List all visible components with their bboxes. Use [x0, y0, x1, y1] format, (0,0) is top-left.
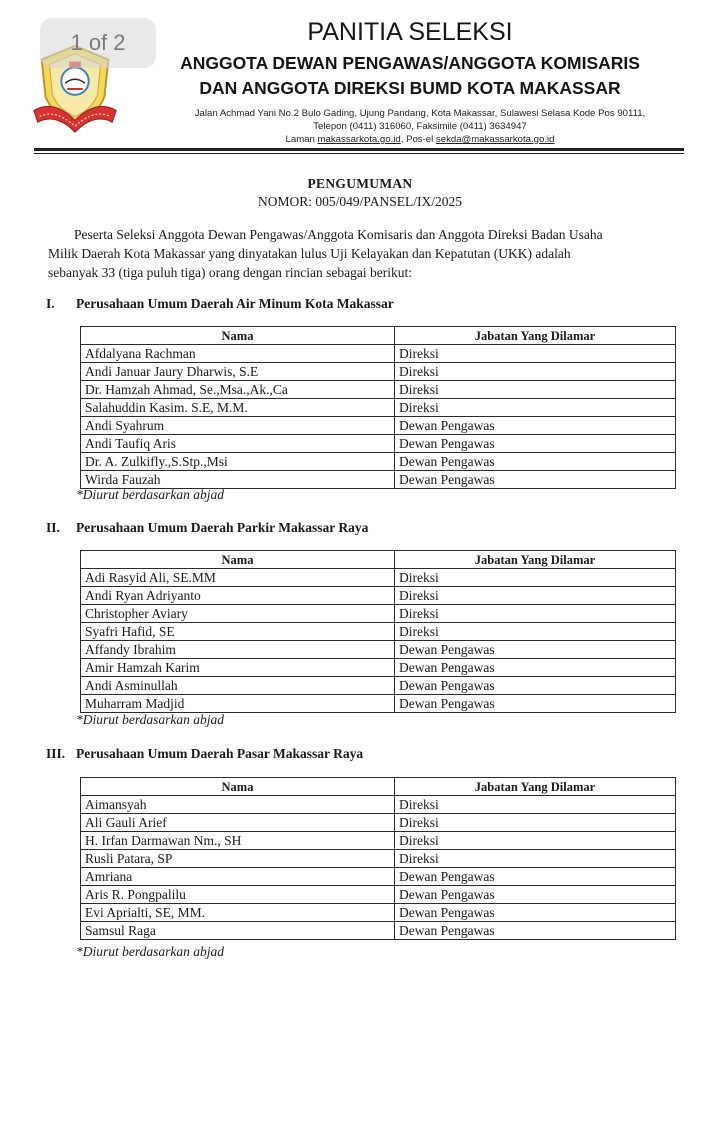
- header-committee-title: PANITIA SELEKSI: [307, 18, 513, 46]
- table-row: [81, 814, 676, 832]
- table-row: [81, 886, 676, 904]
- candidate-name: H. Irfan Darmawan Nm., SH: [81, 832, 395, 850]
- announcement-title: PENGUMUMAN: [307, 176, 413, 191]
- header-contact: [140, 134, 700, 145]
- candidate-name: Wirda Fauzah: [81, 471, 395, 489]
- candidate-name: Amriana: [81, 868, 395, 886]
- candidate-position: Direksi: [395, 850, 676, 868]
- candidate-name: Amir Hamzah Karim: [81, 659, 395, 677]
- section-title: Perusahaan Umum Daerah Parkir Makassar Raya: [76, 520, 369, 535]
- candidate-name: Christopher Aviary: [81, 605, 395, 623]
- table-row: [81, 695, 676, 713]
- table-header-row: [81, 778, 676, 796]
- candidate-name: Andi Syahrum: [81, 417, 395, 435]
- section-numeral: I.: [46, 296, 55, 311]
- candidate-name: Affandy Ibrahim: [81, 641, 395, 659]
- intro-paragraph: [48, 225, 672, 282]
- web-label: Laman: [285, 134, 315, 145]
- sort-note: *Diurut berdasarkan abjad: [76, 487, 224, 502]
- candidate-position: Direksi: [395, 345, 676, 363]
- candidate-position: Dewan Pengawas: [395, 868, 676, 886]
- table-row: [81, 659, 676, 677]
- column-header-name: Nama: [81, 551, 395, 569]
- candidate-position: Direksi: [395, 363, 676, 381]
- table-row: [81, 922, 676, 940]
- candidate-position: Direksi: [395, 399, 676, 417]
- header-divider-thick: [34, 148, 684, 151]
- column-header-position: Jabatan Yang Dilamar: [395, 551, 676, 569]
- candidate-name: Syafri Hafid, SE: [81, 623, 395, 641]
- candidate-name: Andi Asminullah: [81, 677, 395, 695]
- candidate-table: [80, 777, 676, 940]
- candidate-position: Dewan Pengawas: [395, 695, 676, 713]
- sort-note: *Diurut berdasarkan abjad: [76, 944, 224, 959]
- section-heading: [46, 520, 368, 536]
- intro-line: sebanyak 33 (tiga puluh tiga) orang dengan rincian sebagai berikut:: [48, 265, 413, 280]
- candidate-position: Direksi: [395, 814, 676, 832]
- candidate-name: Samsul Raga: [81, 922, 395, 940]
- table-row: [81, 796, 676, 814]
- table-row: [81, 381, 676, 399]
- candidate-position: Direksi: [395, 569, 676, 587]
- table-row: [81, 868, 676, 886]
- section-title: Perusahaan Umum Daerah Pasar Makassar Raya: [76, 746, 364, 761]
- candidate-name: Andi Ryan Adriyanto: [81, 587, 395, 605]
- candidate-name: Andi Januar Jaury Dharwis, S.E: [81, 363, 395, 381]
- table-row: [81, 623, 676, 641]
- table-row: [81, 904, 676, 922]
- table-row: [81, 587, 676, 605]
- candidate-name: Afdalyana Rachman: [81, 345, 395, 363]
- sort-note: *Diurut berdasarkan abjad: [76, 712, 224, 727]
- candidate-name: Salahuddin Kasim. S.E, M.M.: [81, 399, 395, 417]
- column-header-position: Jabatan Yang Dilamar: [395, 778, 676, 796]
- candidate-position: Dewan Pengawas: [395, 417, 676, 435]
- announcement-number: NOMOR: 005/049/PANSEL/IX/2025: [258, 194, 462, 209]
- column-header-name: Nama: [81, 327, 395, 345]
- candidate-name: Ali Gauli Arief: [81, 814, 395, 832]
- table-row: [81, 605, 676, 623]
- candidate-position: Dewan Pengawas: [395, 886, 676, 904]
- website-link[interactable]: makassarkota.go.id: [317, 134, 401, 145]
- column-header-position: Jabatan Yang Dilamar: [395, 327, 676, 345]
- table-row: [81, 850, 676, 868]
- header-phone: Telepon (0411) 316060, Faksimile (0411) 3634947: [313, 121, 527, 132]
- candidate-position: Dewan Pengawas: [395, 922, 676, 940]
- column-header-name: Nama: [81, 778, 395, 796]
- header-subtitle-line1: ANGGOTA DEWAN PENGAWAS/ANGGOTA KOMISARIS: [180, 53, 640, 73]
- candidate-position: Direksi: [395, 381, 676, 399]
- candidate-position: Dewan Pengawas: [395, 904, 676, 922]
- section-numeral: II.: [46, 520, 60, 535]
- candidate-name: Evi Aprialti, SE, MM.: [81, 904, 395, 922]
- email-link[interactable]: sekda@makassarkota.go.id: [435, 134, 555, 145]
- candidate-position: Direksi: [395, 623, 676, 641]
- candidate-name: Andi Taufiq Aris: [81, 435, 395, 453]
- table-row: [81, 677, 676, 695]
- candidate-position: Direksi: [395, 796, 676, 814]
- section-heading: [46, 746, 363, 762]
- candidate-name: Adi Rasyid Ali, SE.MM: [81, 569, 395, 587]
- candidate-name: Aris R. Pongpalilu: [81, 886, 395, 904]
- candidate-table: [80, 326, 676, 489]
- table-row: [81, 399, 676, 417]
- candidate-table: [80, 550, 676, 713]
- section-title: Perusahaan Umum Daerah Air Minum Kota Makassar: [76, 296, 394, 311]
- table-row: [81, 345, 676, 363]
- table-row: [81, 363, 676, 381]
- table-row: [81, 453, 676, 471]
- candidate-name: Dr. A. Zulkifly.,S.Stp.,Msi: [81, 453, 395, 471]
- email-label: , Pos-el: [400, 134, 434, 145]
- candidate-name: Muharram Madjid: [81, 695, 395, 713]
- table-row: [81, 417, 676, 435]
- candidate-position: Dewan Pengawas: [395, 471, 676, 489]
- candidate-position: Dewan Pengawas: [395, 453, 676, 471]
- table-row: [81, 832, 676, 850]
- table-header-row: [81, 551, 676, 569]
- table-row: [81, 435, 676, 453]
- candidate-position: Direksi: [395, 832, 676, 850]
- candidate-position: Dewan Pengawas: [395, 659, 676, 677]
- table-row: [81, 641, 676, 659]
- table-row: [81, 569, 676, 587]
- page-indicator: 1 of 2: [40, 18, 156, 68]
- header-address: Jalan Achmad Yani No.2 Bulo Gading, Ujung Pandang, Kota Makassar, Sulawesi Selasa Kode Pos 90111,: [194, 108, 646, 119]
- candidate-position: Dewan Pengawas: [395, 677, 676, 695]
- candidate-position: Dewan Pengawas: [395, 641, 676, 659]
- candidate-position: Direksi: [395, 605, 676, 623]
- table-row: [81, 471, 676, 489]
- header-divider-thin: [34, 153, 684, 154]
- intro-line: Peserta Seleksi Anggota Dewan Pengawas/Anggota Komisaris dan Anggota Direksi Badan Usaha: [74, 227, 603, 242]
- section-numeral: III.: [46, 746, 66, 761]
- candidate-position: Direksi: [395, 587, 676, 605]
- intro-line: Milik Daerah Kota Makassar yang dinyatakan lulus Uji Kelayakan dan Kepatutan (UKK) adalah: [48, 246, 571, 261]
- candidate-name: Dr. Hamzah Ahmad, Se.,Msa.,Ak.,Ca: [81, 381, 395, 399]
- candidate-name: Rusli Patara, SP: [81, 850, 395, 868]
- header-subtitle-line2: DAN ANGGOTA DIREKSI BUMD KOTA MAKASSAR: [199, 78, 621, 98]
- candidate-name: Aimansyah: [81, 796, 395, 814]
- section-heading: [46, 296, 394, 312]
- table-header-row: [81, 327, 676, 345]
- candidate-position: Dewan Pengawas: [395, 435, 676, 453]
